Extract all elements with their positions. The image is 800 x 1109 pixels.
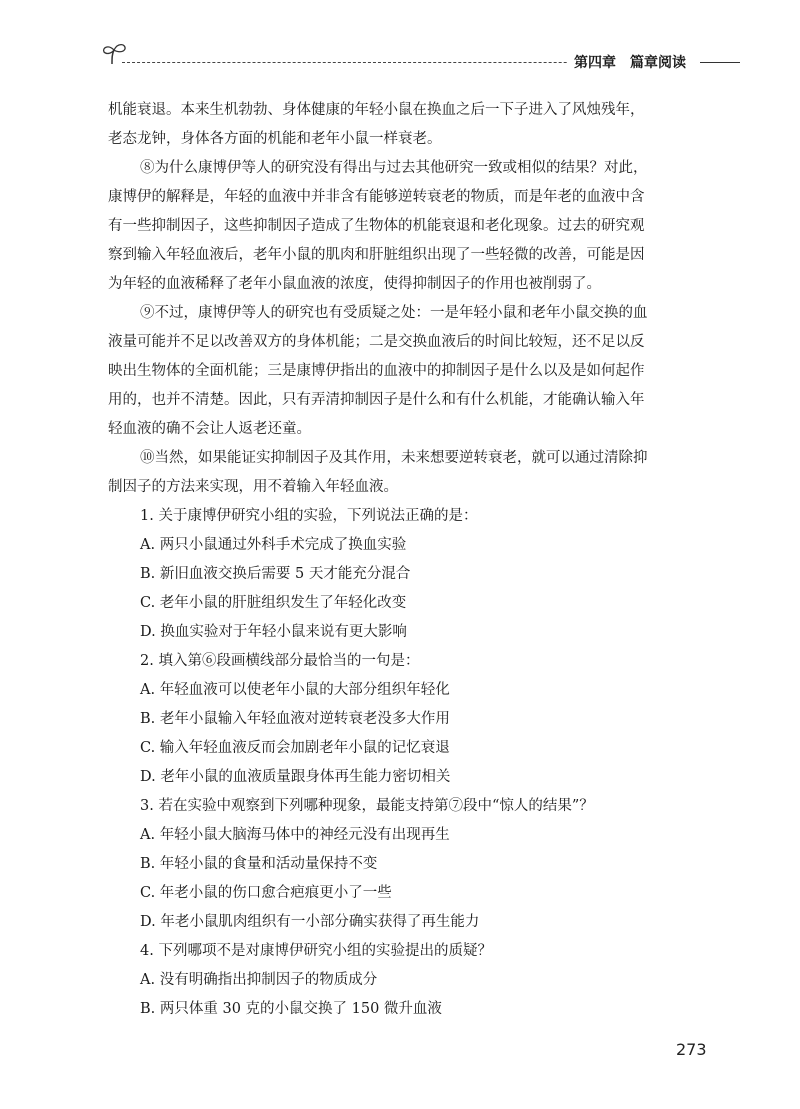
text-line: 为年轻的血液稀释了老年小鼠血液的浓度，使得抑制因子的作用也被削弱了。 — [108, 276, 601, 292]
text-line: D. 老年小鼠的血液质量跟身体再生能力密切相关 — [140, 769, 451, 785]
text-line: C. 输入年轻血液反而会加剧老年小鼠的记忆衰退 — [140, 740, 450, 756]
text-line: ⑩当然，如果能证实抑制因子及其作用，未来想要逆转衰老，就可以通过清除抑 — [140, 450, 648, 466]
page-number: 273 — [676, 1040, 707, 1059]
text-line: 映出生物体的全面机能；三是康博伊指出的血液中的抑制因子是什么以及是如何起作 — [108, 363, 645, 379]
text-line: A. 年轻小鼠大脑海马体中的神经元没有出现再生 — [140, 827, 450, 843]
text-line: 老态龙钟，身体各方面的机能和老年小鼠一样衰老。 — [108, 131, 442, 147]
text-line: A. 年轻血液可以使老年小鼠的大部分组织年轻化 — [140, 682, 450, 698]
text-line: C. 年老小鼠的伤口愈合疤痕更小了一些 — [140, 885, 392, 901]
text-line: C. 老年小鼠的肝脏组织发生了年轻化改变 — [140, 595, 407, 611]
page-body — [108, 96, 698, 1024]
text-line: 用的，也并不清楚。因此，只有弄清抑制因子是什么和有什么机能，才能确认输入年 — [108, 392, 645, 408]
text-line: 轻血液的确不会让人返老还童。 — [108, 421, 311, 437]
chapter-title: 第四章 篇章阅读 — [568, 52, 692, 72]
text-line: D. 年老小鼠肌肉组织有一小部分确实获得了再生能力 — [140, 914, 480, 930]
text-line: 察到输入年轻血液后，老年小鼠的肌肉和肝脏组织出现了一些轻微的改善，可能是因 — [108, 247, 645, 263]
text-line: 机能衰退。本来生机勃勃、身体健康的年轻小鼠在换血之后一下子进入了风烛残年， — [108, 102, 645, 118]
text-line: ⑧为什么康博伊等人的研究没有得出与过去其他研究一致或相似的结果？对此， — [140, 160, 648, 176]
text-line: 4. 下列哪项不是对康博伊研究小组的实验提出的质疑？ — [140, 943, 492, 959]
text-line: A. 没有明确指出抑制因子的物质成分 — [140, 972, 378, 988]
sprout-icon — [100, 40, 140, 70]
text-line: B. 年轻小鼠的食量和活动量保持不变 — [140, 856, 378, 872]
text-line: B. 新旧血液交换后需要 5 天才能充分混合 — [140, 566, 411, 582]
text-line: 制因子的方法来实现，用不着输入年轻血液。 — [108, 479, 398, 495]
text-line: B. 两只体重 30 克的小鼠交换了 150 微升血液 — [140, 1001, 442, 1017]
text-line: A. 两只小鼠通过外科手术完成了换血实验 — [140, 537, 407, 553]
header-solid-rule — [700, 62, 740, 63]
text-line: 液量可能并不足以改善双方的身体机能；二是交换血液后的时间比较短，还不足以反 — [108, 334, 645, 350]
text-line: ⑨不过，康博伊等人的研究也有受质疑之处：一是年轻小鼠和老年小鼠交换的血 — [140, 305, 648, 321]
text-line: 康博伊的解释是，年轻的血液中并非含有能够逆转衰老的物质，而是年老的血液中含 — [108, 189, 645, 205]
page-header — [100, 40, 740, 76]
text-line: 2. 填入第⑥段画横线部分最恰当的一句是： — [140, 653, 420, 669]
text-line: 1. 关于康博伊研究小组的实验，下列说法正确的是： — [140, 508, 478, 524]
text-line: 3. 若在实验中观察到下列哪种现象，最能支持第⑦段中“惊人的结果”？ — [140, 798, 594, 814]
text-line: 有一些抑制因子，这些抑制因子造成了生物体的机能衰退和老化现象。过去的研究观 — [108, 218, 645, 234]
text-line: D. 换血实验对于年轻小鼠来说有更大影响 — [140, 624, 407, 640]
text-line: B. 老年小鼠输入年轻血液对逆转衰老没多大作用 — [140, 711, 450, 727]
